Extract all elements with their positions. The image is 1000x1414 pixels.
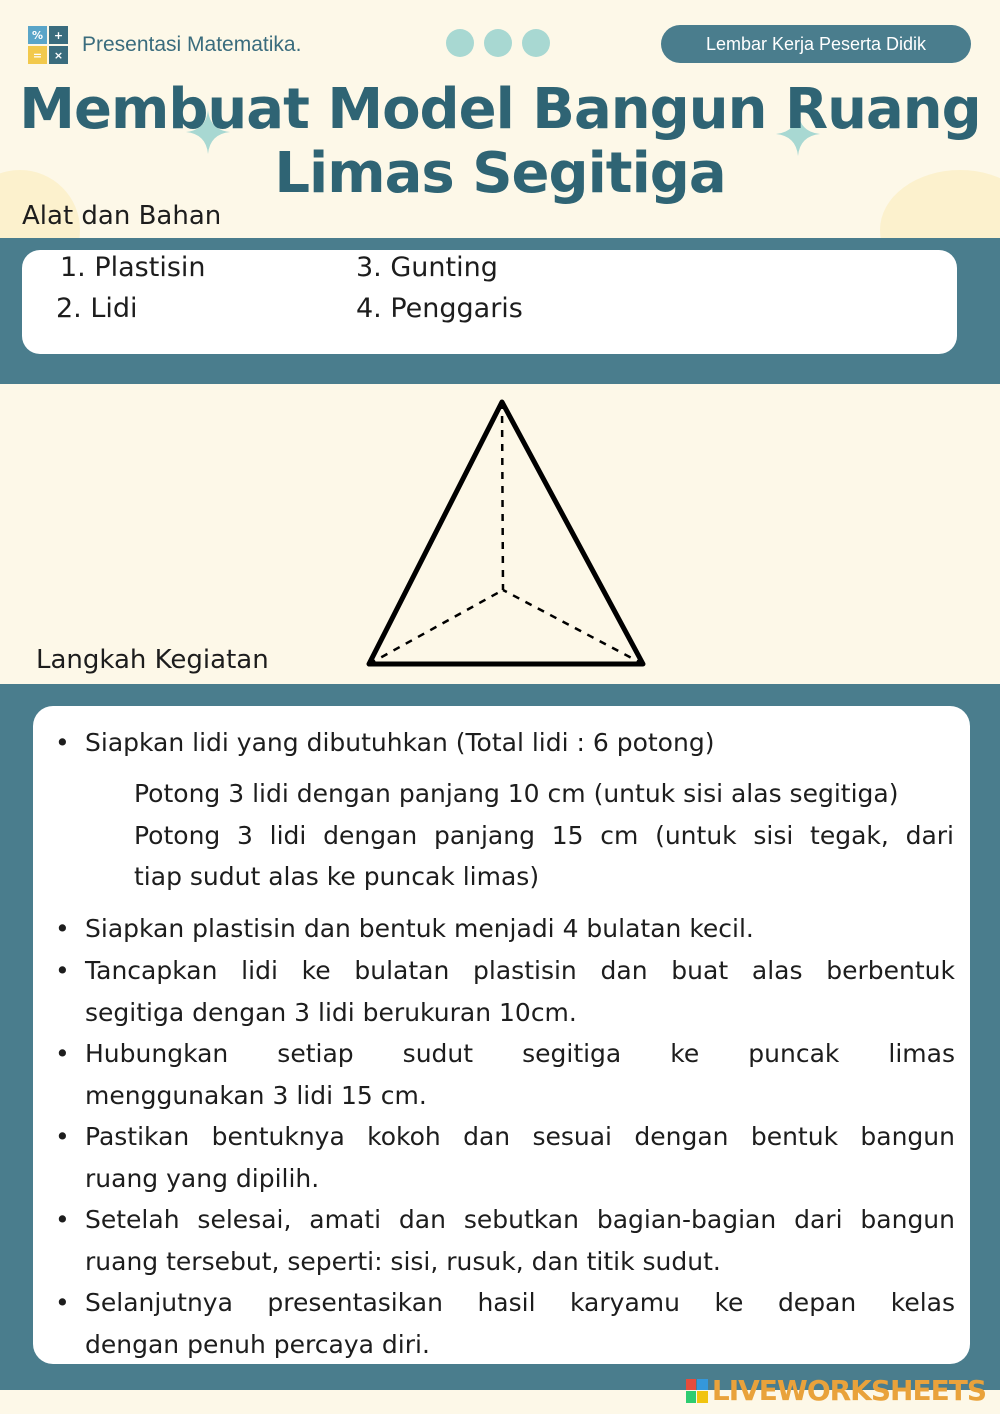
liveworksheets-logo-icon: [686, 1379, 708, 1403]
title-line-1: Membuat Model Bangun Ruang: [19, 77, 981, 142]
brand: [28, 26, 301, 64]
decor-dots: [446, 29, 550, 57]
worksheet-badge: Lembar Kerja Peserta Didik: [661, 25, 971, 63]
math-logo-icon: % + = ×: [28, 26, 68, 64]
step-sub-item: Potong 3 lidi dengan panjang 10 cm (untuk sisi alas segitiga) Potong 3 lidi dengan panjang 15 cm (untuk sisi tegak, dari tiap sudut alas ke puncak limas): [134, 779, 954, 891]
watermark-text: LIVEWORKSHEETS: [711, 1374, 986, 1407]
material-item: 2. Lidi: [56, 293, 138, 324]
materials-label: Alat dan Bahan: [22, 201, 222, 231]
step-item: • Pastikan bentuknya kokoh dan sesuai dengan bentuk bangun ruang yang dipilih.: [55, 1122, 955, 1193]
step-item: • Selanjutnya presentasikan hasil karyamu ke depan kelas dengan penuh percaya diri.: [55, 1288, 955, 1359]
step-item: • Setelah selesai, amati dan sebutkan bagian-bagian dari bangun ruang tersebut, seperti: sisi, rusuk, dan titik sudut.: [55, 1205, 955, 1276]
material-item: 4. Penggaris: [356, 293, 523, 324]
triangular-pyramid-diagram: [350, 390, 660, 680]
step-item: • Siapkan lidi yang dibutuhkan (Total lidi : 6 potong): [55, 728, 715, 757]
liveworksheets-watermark: [686, 1374, 986, 1407]
material-item: 3. Gunting: [356, 252, 498, 283]
step-item: • Hubungkan setiap sudut segitiga ke puncak limas menggunakan 3 lidi 15 cm.: [55, 1039, 955, 1110]
page-title: [0, 78, 1000, 206]
brand-text: Presentasi Matematika.: [82, 33, 302, 56]
steps-list: [55, 722, 955, 1359]
step-item: • Siapkan plastisin dan bentuk menjadi 4 bulatan kecil.: [55, 914, 754, 943]
steps-card: [33, 706, 970, 1364]
material-item: 1. Plastisin: [60, 252, 206, 283]
steps-label: Langkah Kegiatan: [36, 645, 269, 675]
materials-card: [22, 250, 957, 354]
title-line-2: Limas Segitiga: [274, 141, 726, 206]
step-item: • Tancapkan lidi ke bulatan plastisin dan buat alas berbentuk segitiga dengan 3 lidi berukuran 10cm.: [55, 956, 955, 1027]
